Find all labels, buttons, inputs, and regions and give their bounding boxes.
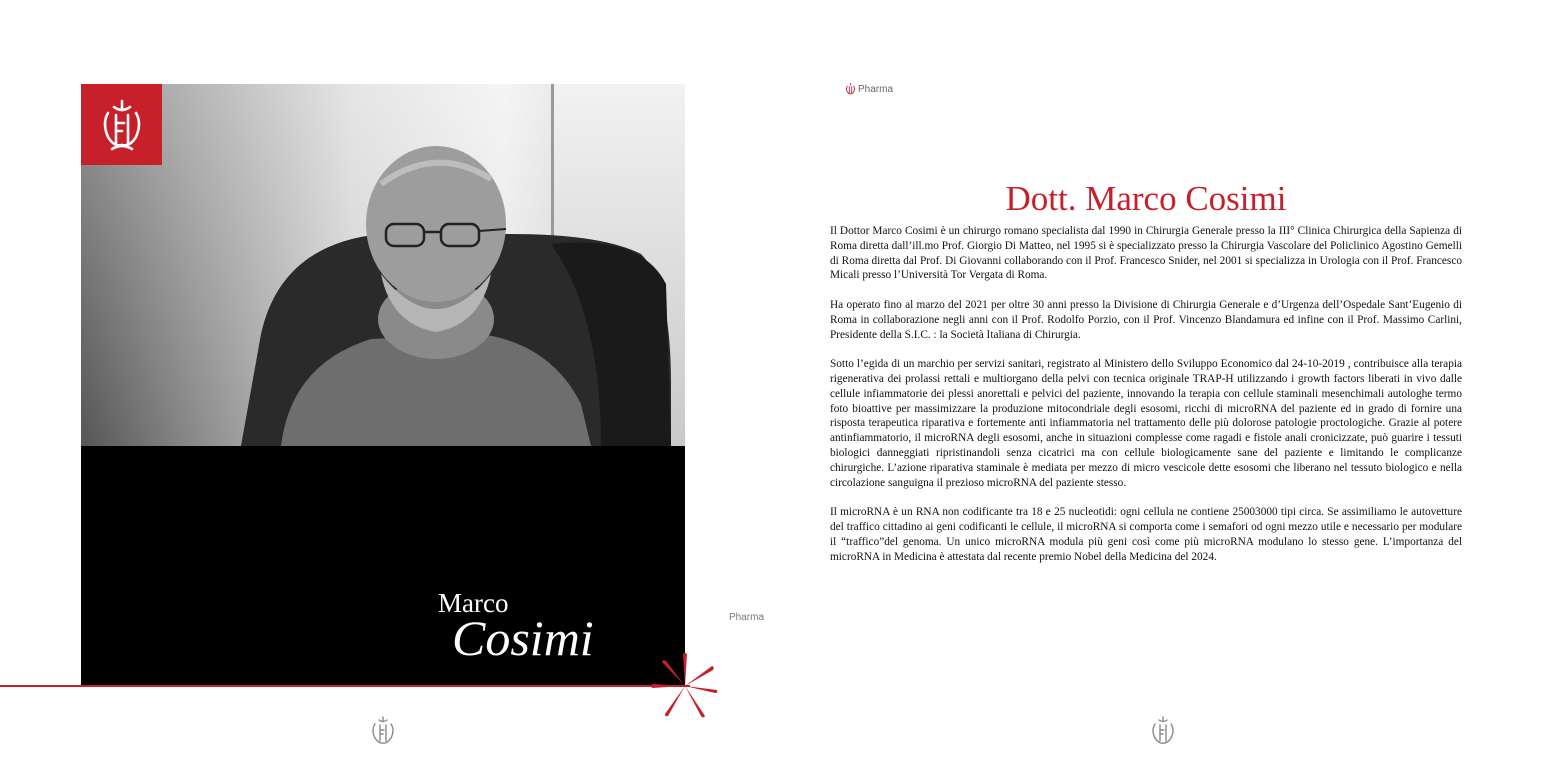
name-last: Cosimi bbox=[452, 610, 594, 666]
gutter-brand-label: Pharma bbox=[729, 612, 765, 623]
page-title: Dott. Marco Cosimi bbox=[1005, 179, 1287, 218]
bio-paragraph: Ha operato fino al marzo del 2021 per oltre 30 anni presso la Divisione di Chirurgia Generale e d’Urgenza dell’Ospedale Sant’Eugenio di Roma in collaborazione negli anni con il Prof. Rodolfo Porzio, con il Prof. Vincenzo Blandamura ed infine con il Prof. Massimo Carlini, Presidente della S.I.C. : la Società Italiana di Chirurgia. bbox=[830, 298, 1462, 341]
bio-paragraph: Il Dottor Marco Cosimi è un chirurgo romano specialista dal 1990 in Chirurgia Generale presso la III° Clinica Chirurgica della Sapienza di Roma diretta dall’ill.mo Prof. Giorgio Di Matteo, nel 1995 si è specializzato presso la Chirurgia Vascolare del Policlinico Agostino Gemelli di Roma diretta dal Prof. Di Giovanni collaborando con il Prof. Francesco Snider, nel 2001 si specializza in Urologia con il Prof. Francesco Micali presso l’Università Tor Vergata di Roma. bbox=[830, 225, 1462, 282]
footer-logo-icon bbox=[1150, 716, 1176, 746]
red-divider-line bbox=[0, 685, 690, 687]
bio-paragraph: Il microRNA è un RNA non codificante tra 18 e 25 nucleotidi: ogni cellula ne contiene 25003000 tipi circa. Se assimiliamo le autovetture del traffico cittadino ai geni codificanti le cellule, il microRNA si comporta come i semafori od ogni mezzo utile e necessario per modulare il “traffico”del genoma. Un unico microRNA modula più geni così come più microRNA modulano lo stesso gene. L’importanza del microRNA in Medicina è attestata dal recente premio Nobel della Medicina del 2024. bbox=[830, 506, 1462, 563]
small-brand-icon bbox=[845, 83, 856, 95]
name-panel bbox=[81, 446, 685, 686]
biography-text bbox=[830, 224, 1462, 579]
portrait-figure bbox=[81, 84, 685, 446]
name-first: Marco bbox=[438, 588, 509, 618]
brand-logo-icon bbox=[96, 97, 148, 153]
asterisk-star-icon bbox=[650, 652, 720, 720]
bio-paragraph: Sotto l’egida di un marchio per servizi sanitari, registrato al Ministero dello Sviluppo Economico dal 24-10-2019 , contribuisce alla terapia rigenerativa dei prolassi rettali e multiorgano della pelvi con tecnica originale TRAP-H utilizzando i growth factors liberati in vivo dalle cellule infiammatorie dei plessi anorettali e pelvici del paziente, innovando la terapia con cellule staminali mesenchimali autologhe termo foto bioattive per massimizzare la produzione mitocondriale degli esosomi, ricchi di microRNA del paziente ed in grado di fornire una risposta terapeutica riparativa e fortemente anti infiammatoria nel trattamento delle più dolorose patologie proctologiche. Grazie al potere antinfiammatorio, il microRNA degli esosomi, anche in situazioni complesse come ragadi e fistole anali cronicizzate, può guarire i tessuti biologici danneggiati ripristinandoli senza cicatrici ma con cellule biologicamente sane del paziente e limitando le complicanze chirurgiche. L’azione riparativa staminale è mediata per mezzo di micro vescicole dette esosomi che liberano nel tessuto biologico e nella circolazione sanguigna il prezioso microRNA del paziente stesso. bbox=[830, 358, 1462, 489]
header-brand bbox=[845, 83, 893, 95]
brand-logo-badge bbox=[81, 84, 162, 165]
footer-logo-icon bbox=[370, 716, 396, 746]
portrait-photo bbox=[81, 84, 685, 446]
header-brand-label: Pharma bbox=[858, 83, 894, 95]
